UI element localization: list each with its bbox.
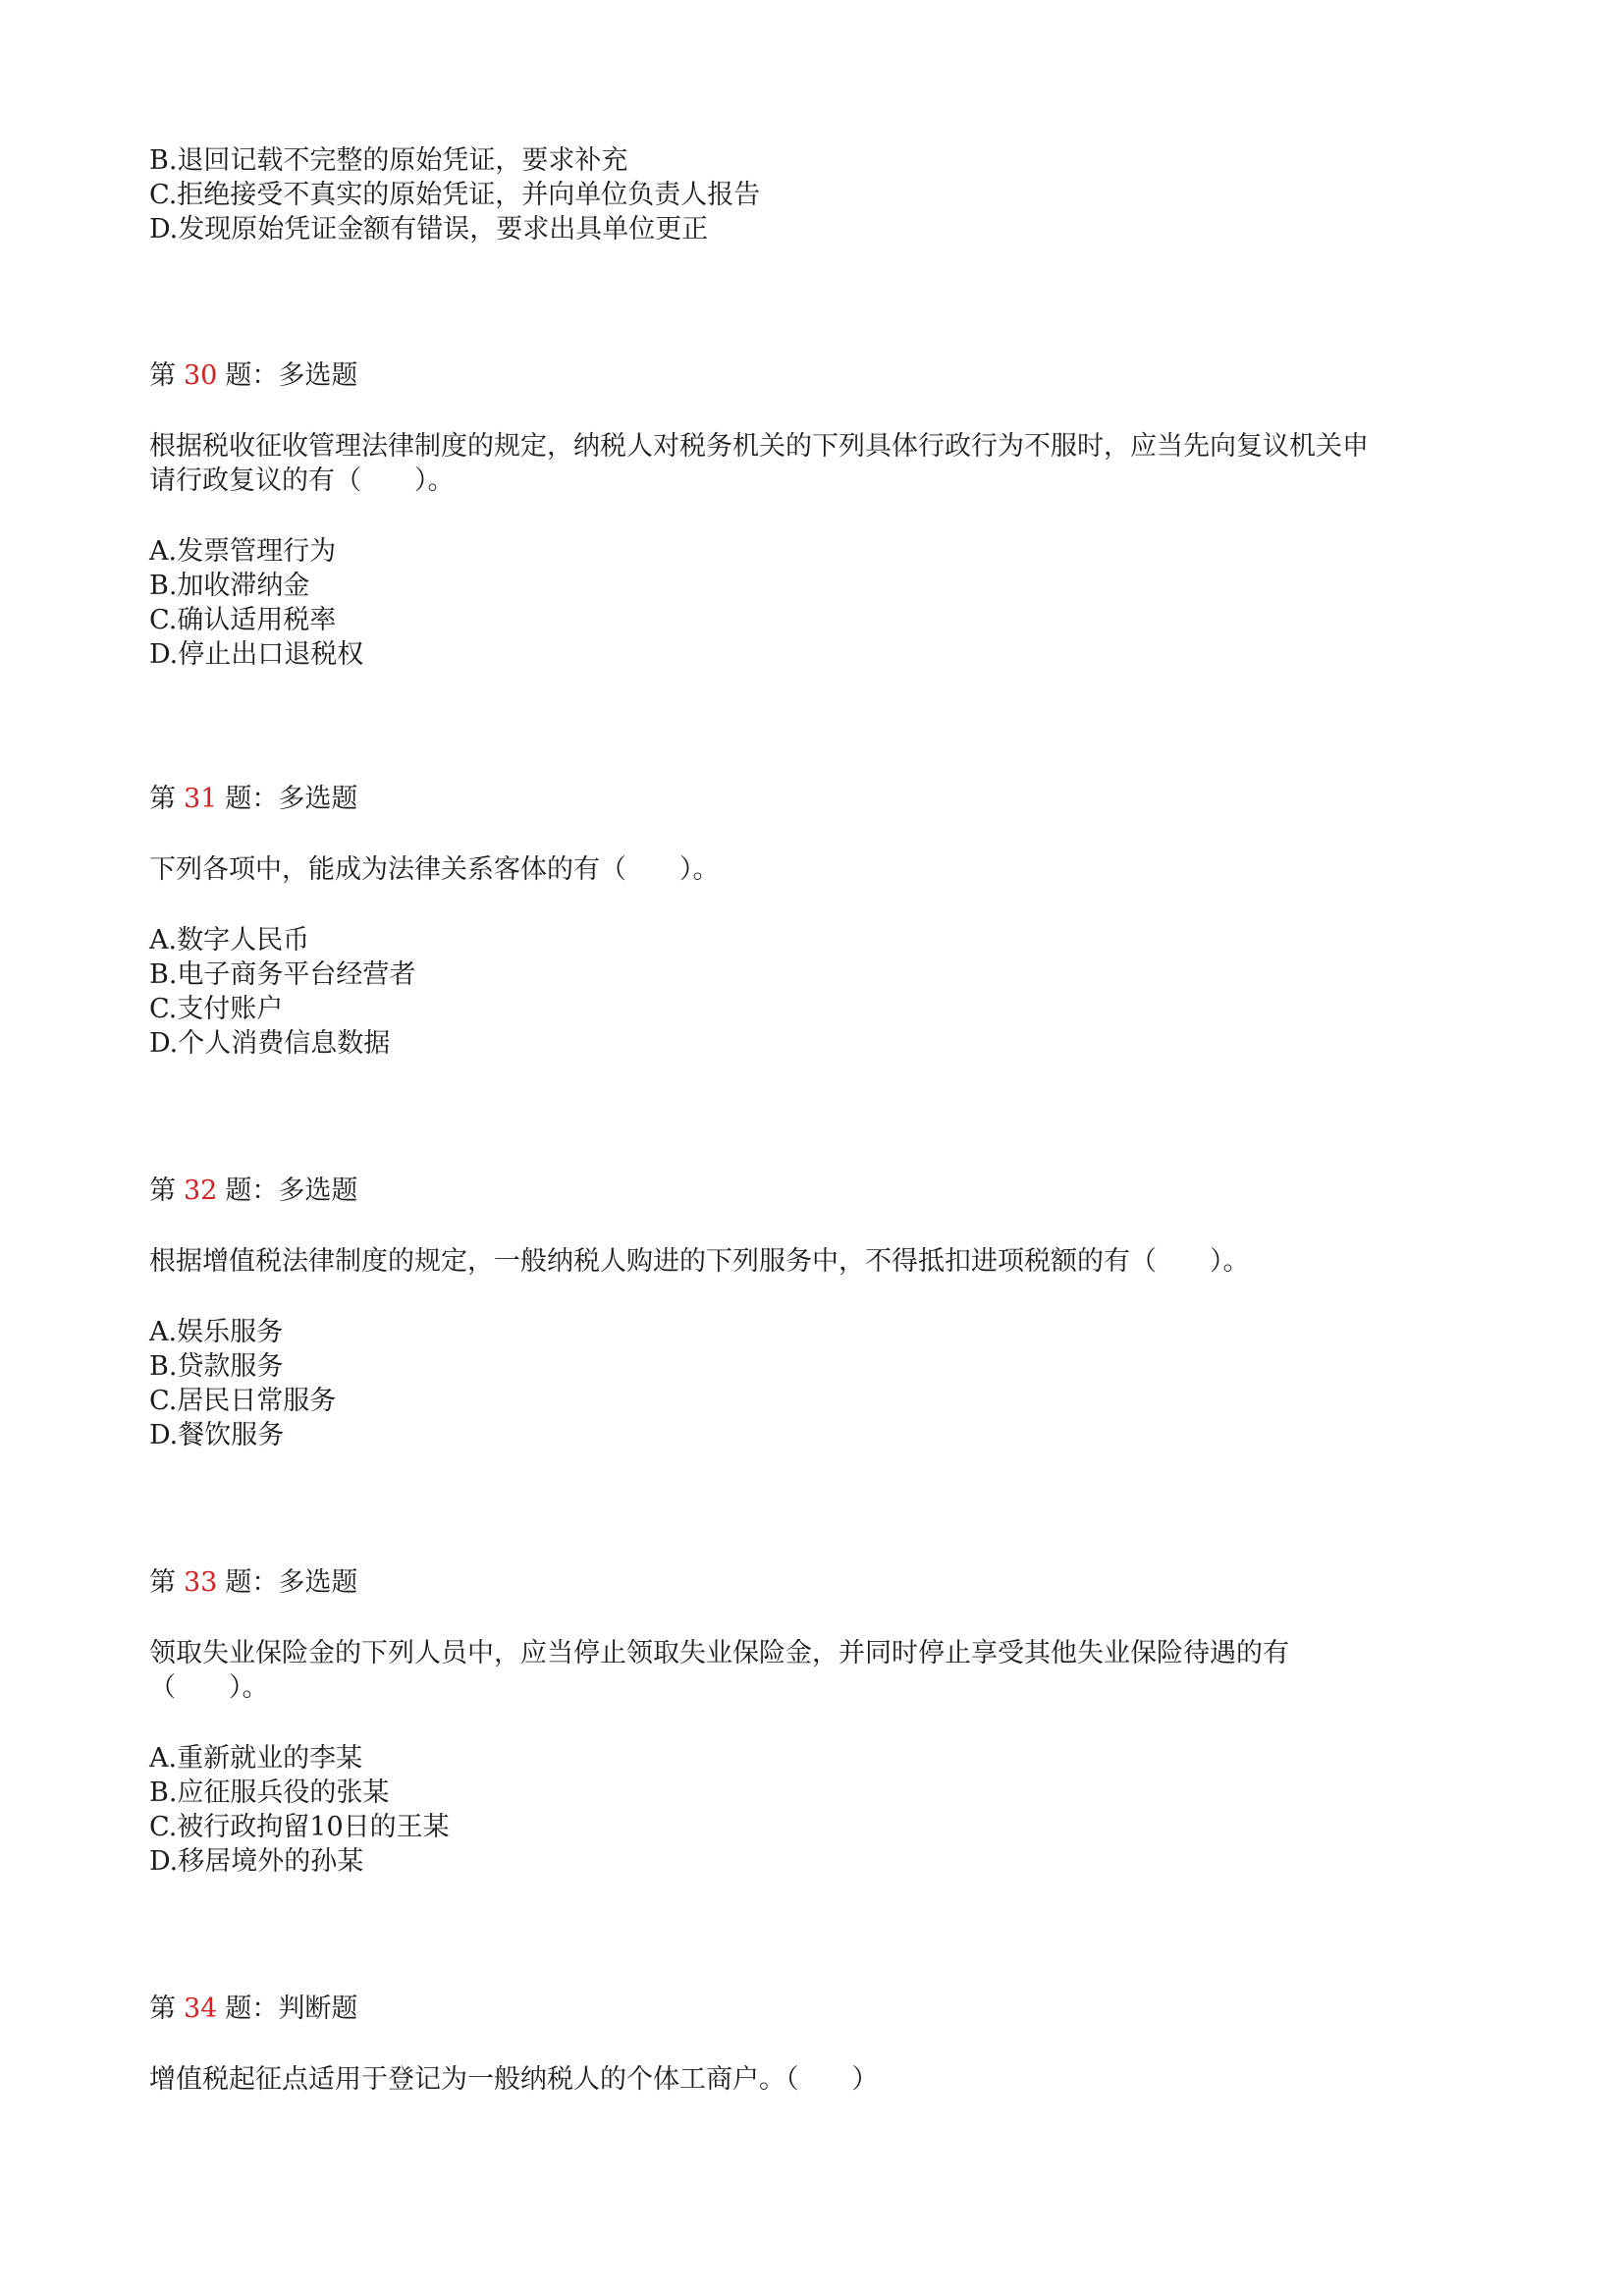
question-stem xyxy=(149,1636,1485,1705)
question-34 xyxy=(149,1992,1485,2097)
question-options xyxy=(149,534,1485,672)
question-stem xyxy=(149,852,1485,887)
option-b: B.应征服兵役的张某 xyxy=(149,1777,390,1808)
question-prefix: 第 xyxy=(149,360,176,391)
question-options xyxy=(149,1741,1485,1879)
question-header xyxy=(149,1174,1485,1208)
question-stem xyxy=(149,429,1485,498)
option-d: D.移居境外的孙某 xyxy=(149,1846,364,1877)
option-c: C.拒绝接受不真实的原始凭证，并向单位负责人报告 xyxy=(149,180,761,210)
option-b: B.加收滞纳金 xyxy=(149,571,310,601)
question-header xyxy=(149,358,1485,393)
question-prefix: 第 xyxy=(149,1175,176,1206)
question-header xyxy=(149,1992,1485,2026)
question-number: 30 xyxy=(184,360,218,391)
option-b: B.电子商务平台经营者 xyxy=(149,959,416,990)
question-stem-line: 下列各项中，能成为法律关系客体的有（ ）。 xyxy=(149,854,720,885)
question-number: 33 xyxy=(184,1567,218,1598)
option-b: B.贷款服务 xyxy=(149,1351,284,1382)
question-33 xyxy=(149,1565,1485,1879)
question-stem-line: 请行政复议的有（ ）。 xyxy=(149,465,455,496)
question-type: 题：多选题 xyxy=(225,1567,358,1598)
question-number: 34 xyxy=(184,1994,218,2024)
option-d: D.个人消费信息数据 xyxy=(149,1028,391,1059)
question-stem-line: （ ）。 xyxy=(149,1672,269,1703)
question-type: 题：多选题 xyxy=(225,360,358,391)
prev-question-options xyxy=(149,143,760,246)
question-number: 31 xyxy=(184,784,218,814)
question-stem-line: 领取失业保险金的下列人员中，应当停止领取失业保险金，并同时停止享受其他失业保险待遇的有 xyxy=(149,1638,1289,1668)
option-d: D.餐饮服务 xyxy=(149,1420,285,1450)
option-a: A.发票管理行为 xyxy=(149,536,337,567)
option-a: A.数字人民币 xyxy=(149,925,310,956)
question-prefix: 第 xyxy=(149,784,176,814)
question-type: 题：判断题 xyxy=(225,1994,358,2024)
question-stem-line: 根据增值税法律制度的规定，一般纳税人购进的下列服务中，不得抵扣进项税额的有（ ）。 xyxy=(149,1246,1250,1277)
question-type: 题：多选题 xyxy=(225,1175,358,1206)
question-type: 题：多选题 xyxy=(225,784,358,814)
option-c: C.确认适用税率 xyxy=(149,605,337,635)
option-c: C.支付账户 xyxy=(149,994,284,1024)
question-number: 32 xyxy=(184,1175,218,1206)
option-c: C.居民日常服务 xyxy=(149,1386,337,1416)
question-31 xyxy=(149,782,1485,1061)
question-stem xyxy=(149,1244,1485,1279)
question-prefix: 第 xyxy=(149,1994,176,2024)
option-d: D.发现原始凭证金额有错误，要求出具单位更正 xyxy=(149,214,709,245)
question-30 xyxy=(149,358,1485,672)
question-options xyxy=(149,1315,1485,1452)
option-a: A.重新就业的李某 xyxy=(149,1743,363,1774)
option-a: A.娱乐服务 xyxy=(149,1317,284,1347)
question-options xyxy=(149,923,1485,1061)
question-stem xyxy=(149,2062,1485,2097)
option-c: C.被行政拘留10日的王某 xyxy=(149,1812,450,1842)
question-header xyxy=(149,1565,1485,1600)
question-stem-line: 增值税起征点适用于登记为一般纳税人的个体工商户。（ ） xyxy=(149,2064,879,2095)
option-d: D.停止出口退税权 xyxy=(149,639,364,670)
question-32 xyxy=(149,1174,1485,1452)
question-stem-line: 根据税收征收管理法律制度的规定，纳税人对税务机关的下列具体行政行为不服时，应当先向复议机关申 xyxy=(149,431,1369,462)
question-header xyxy=(149,782,1485,816)
question-prefix: 第 xyxy=(149,1567,176,1598)
option-b: B.退回记载不完整的原始凭证，要求补充 xyxy=(149,145,628,176)
